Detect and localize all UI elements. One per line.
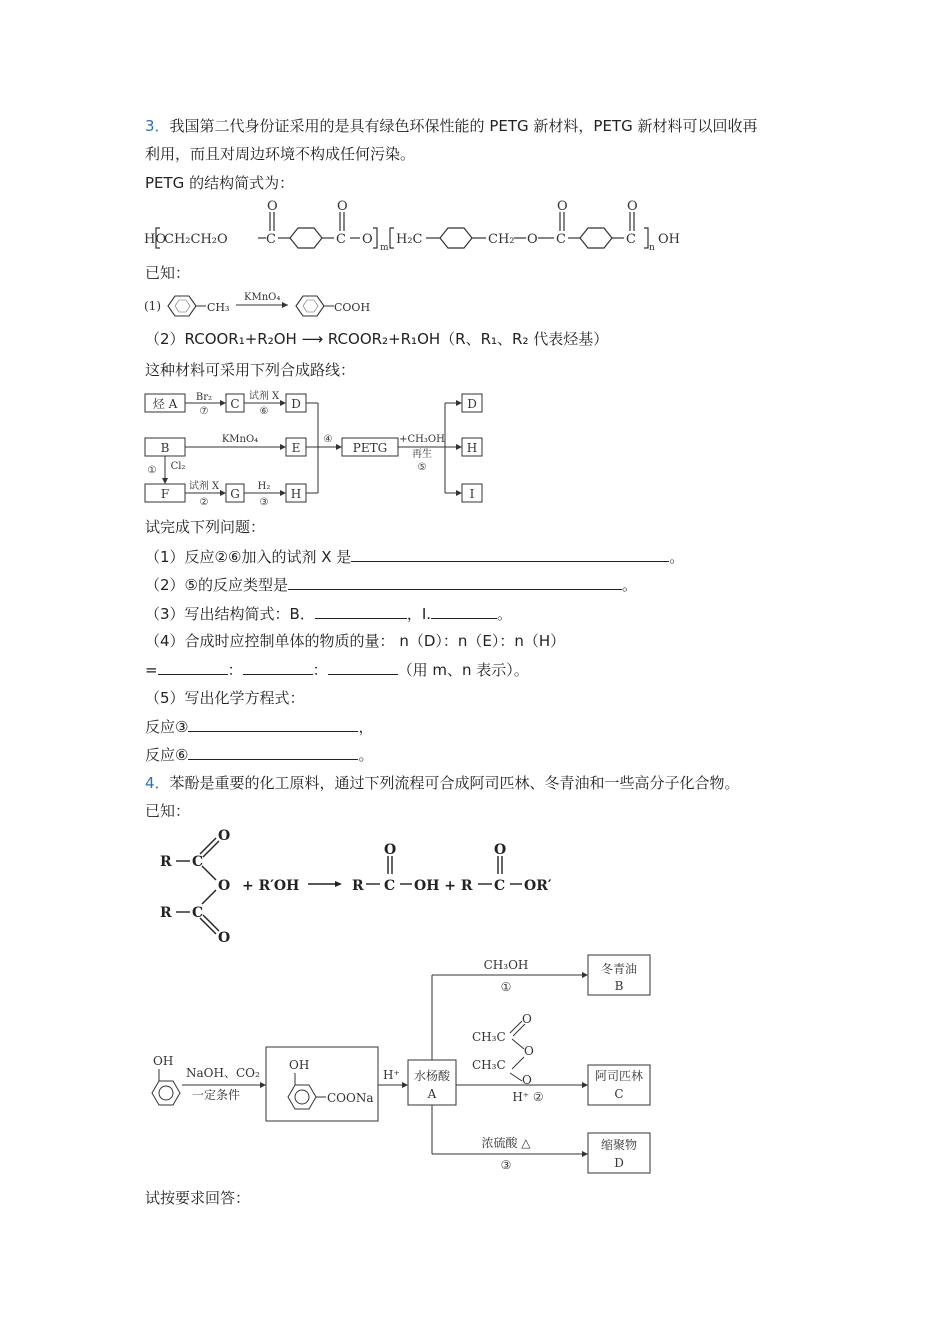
q3-number: 3． bbox=[145, 117, 170, 135]
q3-known-label: 已知： bbox=[145, 264, 191, 282]
svg-text:O: O bbox=[337, 199, 348, 214]
ratio-colon: ： bbox=[312, 661, 328, 679]
svg-text:CH₂CH₂O: CH₂CH₂O bbox=[164, 232, 228, 247]
q3-intro-line1 bbox=[145, 115, 757, 137]
svg-text:n: n bbox=[649, 243, 655, 253]
wintergreen-b: B bbox=[614, 979, 624, 993]
svg-text:O: O bbox=[494, 842, 507, 858]
q3-known-2: （2）RCOOR₁+R₂OH ⟶ RCOOR₂+R₁OH（R、R₁、R₂ 代表烃基） bbox=[145, 330, 609, 348]
flow-ch3oh: CH₃OH bbox=[483, 958, 529, 972]
reaction-6-label: 反应⑥ bbox=[145, 746, 189, 764]
polymer-label: 缩聚物 bbox=[600, 1138, 638, 1152]
flow-h-plus: H⁺ bbox=[383, 1068, 400, 1082]
svg-text:HO: HO bbox=[144, 232, 166, 247]
svg-text:OH: OH bbox=[658, 232, 680, 247]
route-cl2: Cl₂ bbox=[170, 461, 186, 472]
anhydride-bottom: CH₃C bbox=[472, 1058, 506, 1072]
anhydride-o1: O bbox=[522, 1012, 532, 1026]
answer-blank[interactable] bbox=[431, 602, 497, 619]
svg-text:C: C bbox=[384, 878, 396, 894]
anhydride-reaction-diagram bbox=[150, 826, 570, 948]
q3-intro-line2: 利用，而且对周边环境不构成任何污染。 bbox=[145, 145, 416, 163]
q3-structure-label: PETG 的结构简式为： bbox=[145, 174, 295, 192]
k1-ch3: CH₃ bbox=[207, 301, 230, 314]
svg-text:CH₂: CH₂ bbox=[488, 232, 515, 247]
route-out-d: D bbox=[467, 397, 477, 411]
svg-text:O: O bbox=[527, 232, 538, 247]
route-step1: ① bbox=[147, 465, 157, 476]
svg-text:O: O bbox=[218, 930, 231, 946]
q3-q5b-period: 。 bbox=[358, 746, 374, 764]
route-ch3oh: +CH₃OH bbox=[399, 434, 445, 445]
phenol-flow-diagram bbox=[140, 945, 680, 1180]
q3-question-5b bbox=[145, 743, 373, 766]
svg-text:C: C bbox=[626, 232, 636, 247]
svg-text:H₂C: H₂C bbox=[396, 232, 423, 247]
answer-blank[interactable] bbox=[328, 658, 398, 675]
route-f: F bbox=[160, 487, 170, 501]
q3-question-3 bbox=[145, 602, 512, 625]
flow-h2so4: 浓硫酸 △ bbox=[481, 1136, 531, 1150]
route-out-i: I bbox=[469, 487, 475, 501]
svg-text:C: C bbox=[336, 232, 346, 247]
svg-text:C: C bbox=[266, 232, 276, 247]
route-step3: ③ bbox=[259, 497, 269, 508]
q4-known-label: 已知： bbox=[145, 802, 191, 820]
svg-text:R: R bbox=[160, 905, 172, 921]
svg-text:C: C bbox=[192, 854, 204, 870]
answer-blank[interactable] bbox=[351, 545, 669, 562]
route-h: H bbox=[290, 487, 302, 501]
k1-reagent: KMnO₄ bbox=[244, 292, 281, 303]
svg-text:+ R′OH: + R′OH bbox=[242, 878, 300, 894]
q3-q4-note: （用 m、n 表示）。 bbox=[397, 661, 529, 679]
q3-route-intro: 这种材料可采用下列合成路线： bbox=[145, 361, 356, 379]
answer-blank[interactable] bbox=[188, 743, 358, 760]
q3-prompt: 试完成下列问题： bbox=[145, 518, 266, 536]
q3-question-4-blanks: = ： ： （用 m、n 表示）。 bbox=[145, 658, 529, 681]
svg-text:O: O bbox=[362, 232, 373, 247]
k1-number: (1) bbox=[144, 299, 161, 313]
q3-q2-period: 。 bbox=[622, 576, 638, 594]
flow-naoh-co2: NaOH、CO₂ bbox=[186, 1066, 260, 1080]
route-c: C bbox=[230, 397, 240, 411]
benzene-ring-icon bbox=[296, 296, 324, 316]
q3-question-2-text: （2）⑤的反应类型是 bbox=[145, 576, 288, 594]
answer-blank[interactable] bbox=[315, 602, 407, 619]
polymer-d: D bbox=[614, 1156, 624, 1170]
anhydride-o3: O bbox=[522, 1073, 532, 1087]
route-regen: 再生 bbox=[412, 449, 432, 460]
phenol-oh: OH bbox=[153, 1054, 174, 1068]
route-step2: ② bbox=[199, 497, 209, 508]
aspirin-label: 阿司匹林 bbox=[594, 1069, 644, 1083]
anhydride-top: CH₃C bbox=[472, 1030, 506, 1044]
q3-q3-period: 。 bbox=[497, 605, 513, 623]
q4-intro bbox=[145, 772, 740, 794]
route-step7: ⑦ bbox=[199, 406, 209, 417]
svg-text:C: C bbox=[192, 905, 204, 921]
route-petg: PETG bbox=[352, 441, 388, 455]
route-br2: Br₂ bbox=[195, 392, 213, 403]
route-step4: ④ bbox=[323, 434, 333, 445]
answer-blank[interactable] bbox=[158, 658, 228, 675]
q3-question-3-text-b: ，I. bbox=[406, 605, 432, 623]
box1-oh: OH bbox=[289, 1058, 310, 1072]
flow-condition: 一定条件 bbox=[192, 1088, 241, 1102]
q3-question-5: （5）写出化学方程式： bbox=[145, 689, 305, 707]
q4-intro-text: 苯酚是重要的化工原料，通过下列流程可合成阿司匹林、冬青油和一些高分子化合物。 bbox=[169, 774, 740, 792]
svg-text:R: R bbox=[160, 854, 172, 870]
svg-text:OH + R: OH + R bbox=[414, 878, 473, 894]
benzene-ring-icon bbox=[168, 296, 196, 316]
answer-blank[interactable] bbox=[243, 658, 313, 675]
wintergreen-label: 冬青油 bbox=[600, 962, 638, 976]
svg-text:O: O bbox=[384, 842, 397, 858]
route-hydrocarbon-a: 烃 A bbox=[152, 397, 178, 411]
box1-coona: COONa bbox=[327, 1091, 374, 1105]
svg-text:O: O bbox=[218, 828, 231, 844]
route-reagent-x-bottom: 试剂 X bbox=[188, 481, 220, 492]
ratio-colon: ： bbox=[227, 661, 243, 679]
answer-blank[interactable] bbox=[188, 715, 358, 732]
q3-question-4: （4）合成时应控制单体的物质的量： n（D）：n（E）：n（H） bbox=[145, 632, 566, 650]
synthesis-route-diagram bbox=[140, 388, 500, 510]
q3-question-1 bbox=[145, 545, 684, 568]
route-kmno4: KMnO₄ bbox=[221, 434, 259, 445]
svg-text:m: m bbox=[380, 243, 389, 253]
route-out-h: H bbox=[466, 441, 478, 455]
svg-text:R: R bbox=[352, 878, 364, 894]
q3-q1-period: 。 bbox=[669, 548, 685, 566]
flow-step3: ③ bbox=[500, 1158, 512, 1172]
aspirin-c: C bbox=[614, 1087, 624, 1101]
route-reagent-x-top: 试剂 X bbox=[248, 391, 280, 402]
svg-text:C: C bbox=[556, 232, 566, 247]
known-reaction-1 bbox=[140, 287, 380, 323]
svg-text:C: C bbox=[494, 878, 506, 894]
q3-question-1-text: （1）反应②⑥加入的试剂 X 是 bbox=[145, 548, 352, 566]
route-h2: H₂ bbox=[257, 481, 271, 492]
q4-answer-prompt: 试按要求回答： bbox=[145, 1189, 251, 1207]
route-b: B bbox=[160, 441, 170, 455]
anhydride-o2: O bbox=[524, 1044, 534, 1058]
svg-text:O: O bbox=[627, 199, 638, 214]
reaction-3-label: 反应③ bbox=[145, 718, 189, 736]
route-g: G bbox=[230, 487, 240, 501]
salicylic-acid-a: A bbox=[427, 1087, 437, 1101]
svg-text:O: O bbox=[267, 199, 278, 214]
svg-text:OR′: OR′ bbox=[524, 878, 552, 894]
svg-text:O: O bbox=[218, 878, 231, 894]
route-d: D bbox=[291, 397, 301, 411]
q3-question-2 bbox=[145, 573, 637, 596]
salicylic-acid-label: 水杨酸 bbox=[413, 1069, 451, 1083]
flow-step2: H⁺ ② bbox=[512, 1090, 544, 1104]
q3-question-5a bbox=[145, 715, 373, 738]
q4-number: 4． bbox=[145, 774, 170, 792]
route-step6: ⑥ bbox=[259, 406, 269, 417]
route-step5: ⑤ bbox=[417, 462, 427, 473]
k1-cooh: COOH bbox=[334, 301, 371, 314]
flow-step1: ① bbox=[500, 980, 512, 994]
petg-structure-diagram bbox=[140, 198, 700, 258]
route-e: E bbox=[291, 441, 301, 455]
q3-q5a-comma: ， bbox=[358, 718, 374, 736]
q3-question-3-text: （3）写出结构简式：B． bbox=[145, 605, 315, 623]
answer-blank[interactable] bbox=[288, 573, 622, 590]
svg-text:O: O bbox=[557, 199, 568, 214]
q3-intro-text1: 我国第二代身份证采用的是具有绿色环保性能的 PETG 新材料，PETG 新材料可以回收再 bbox=[169, 117, 758, 135]
